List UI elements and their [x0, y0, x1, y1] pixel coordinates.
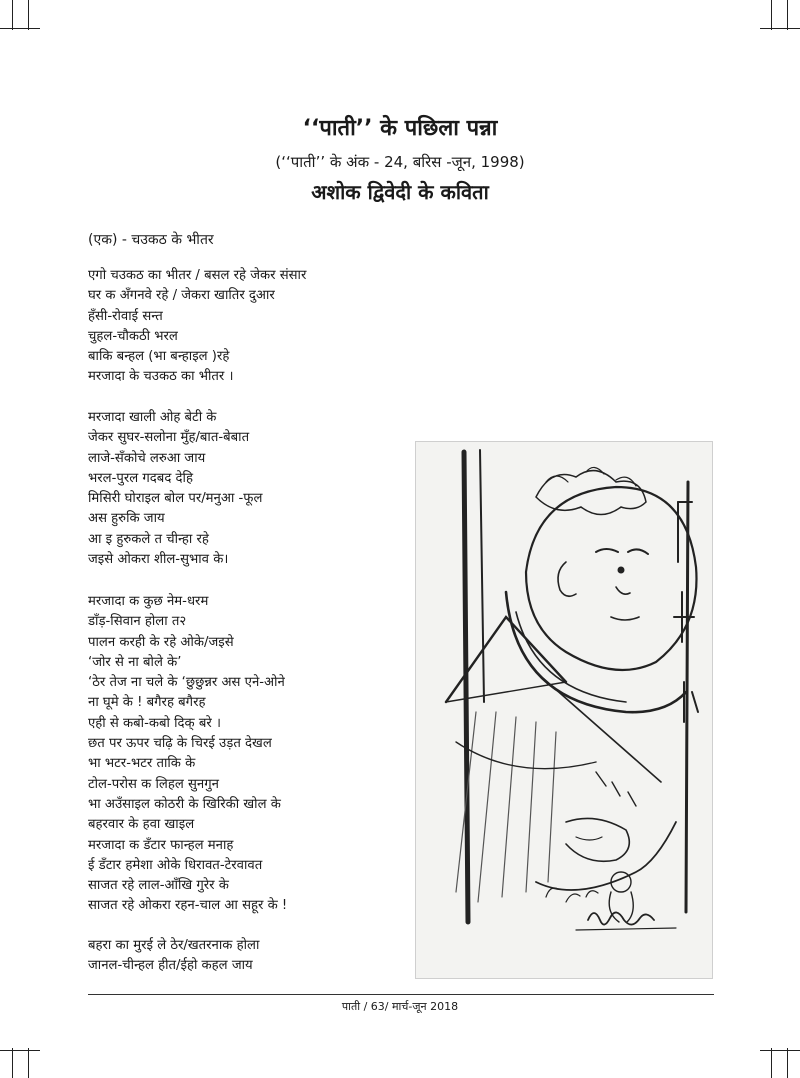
poem-line: मरजादा क डँटार फान्हल मनाह	[88, 837, 234, 853]
poem-line: ‘ठेर तेज ना चले के ‘छुछुन्नर अस एने-ओने	[88, 675, 285, 691]
poem-line: हँसी-रोवाई सन्त	[88, 308, 163, 324]
poem-line: डाँड़-सिवान होला त२	[88, 614, 187, 630]
poem-line: ‘जोर से ना बोले के’	[88, 654, 182, 670]
poem-line: ई डँटार हमेशा ओके धिरावत-टेरवावत	[88, 857, 263, 873]
poem-line: चुहल-चौकठी भरल	[88, 328, 178, 344]
poem-line: टोल-परोस क लिहल सुनगुन	[88, 776, 219, 792]
poem-line: छत पर ऊपर चढ़ि के चिरई उड़त देखल	[88, 736, 272, 752]
poem-line: एही से कबो-कबो दिक् बरे ।	[88, 715, 221, 731]
poem-line: पालन करही के रहे ओके/जइसे	[88, 634, 234, 650]
sketch-illustration	[415, 441, 713, 979]
poem-stanza-1	[88, 266, 306, 388]
poem-line: मरजादा खाली ओह बेटी के	[88, 410, 217, 425]
poem-line: बहरा का मुरई ले ठेर/खतरनाक होला	[88, 938, 260, 953]
poem-line: अस हुरुकि जाय	[88, 511, 165, 527]
sketch-drawing	[416, 442, 712, 978]
poem-line: बहरवार के हवा खाइल	[88, 817, 195, 833]
poem-line: घर क अँगनवे रहे / जेकरा खातिर दुआर	[88, 288, 275, 304]
poem-line: ना घूमे के ! बगैरह बगैरह	[88, 695, 206, 711]
poem-stanza-2	[88, 408, 262, 570]
poem-line: मिसिरी घोराइल बोल पर/मनुआ -फूल	[88, 491, 263, 507]
poem-line: भा भटर-भटर ताकि के	[88, 756, 196, 772]
poem-line: एगो चउकठ का भीतर / बसल रहे जेकर संसार	[88, 268, 307, 283]
poem-line: जानल-चीन्हल हीत/ईहो कहल जाय	[88, 958, 253, 974]
poem-line: जइसे ओकरा शील-सुभाव के।	[88, 552, 229, 568]
poem-line: साजत रहे लाल-आँखि गुरेर के	[88, 878, 229, 894]
poem-section-title: (एक) - चउकठ के भीतर	[88, 232, 214, 248]
poem-line: भा अउँसाइल कोठरी के खिरिकी खोल के	[88, 796, 281, 812]
author-heading: अशोक द्विवेदी के कविता	[311, 180, 489, 204]
footer-divider	[88, 994, 714, 995]
poem-line: बाकि बन्हल (भा बन्हाइल )रहे	[88, 349, 230, 365]
poem-line: जेकर सुघर-सलोना मुँह/बात-बेबात	[88, 430, 250, 446]
poem-line: मरजादा के चउकठ का भीतर ।	[88, 369, 234, 385]
poem-line: लाजे-सँकोचे लरुआ जाय	[88, 450, 206, 466]
poem-line: मरजादा क कुछ नेम-धरम	[88, 594, 209, 609]
page-title: ‘‘पाती’’ के पछिला पन्ना	[302, 116, 498, 141]
poem-line: आ इ हुरुकले त चीन्हा रहे	[88, 531, 209, 547]
poem-line: भरल-पुरल गदबद देहि	[88, 470, 193, 486]
poem-stanza-3	[88, 592, 287, 917]
poem-stanza-4	[88, 936, 259, 977]
page-footer: पाती / 63/ मार्च-जून 2018	[341, 1000, 459, 1013]
issue-subtitle: (‘‘पाती’’ के अंक - 24, बरिस -जून, 1998)	[275, 153, 525, 171]
poem-line: साजत रहे ओकरा रहन-चाल आ सहूर के !	[88, 898, 288, 914]
